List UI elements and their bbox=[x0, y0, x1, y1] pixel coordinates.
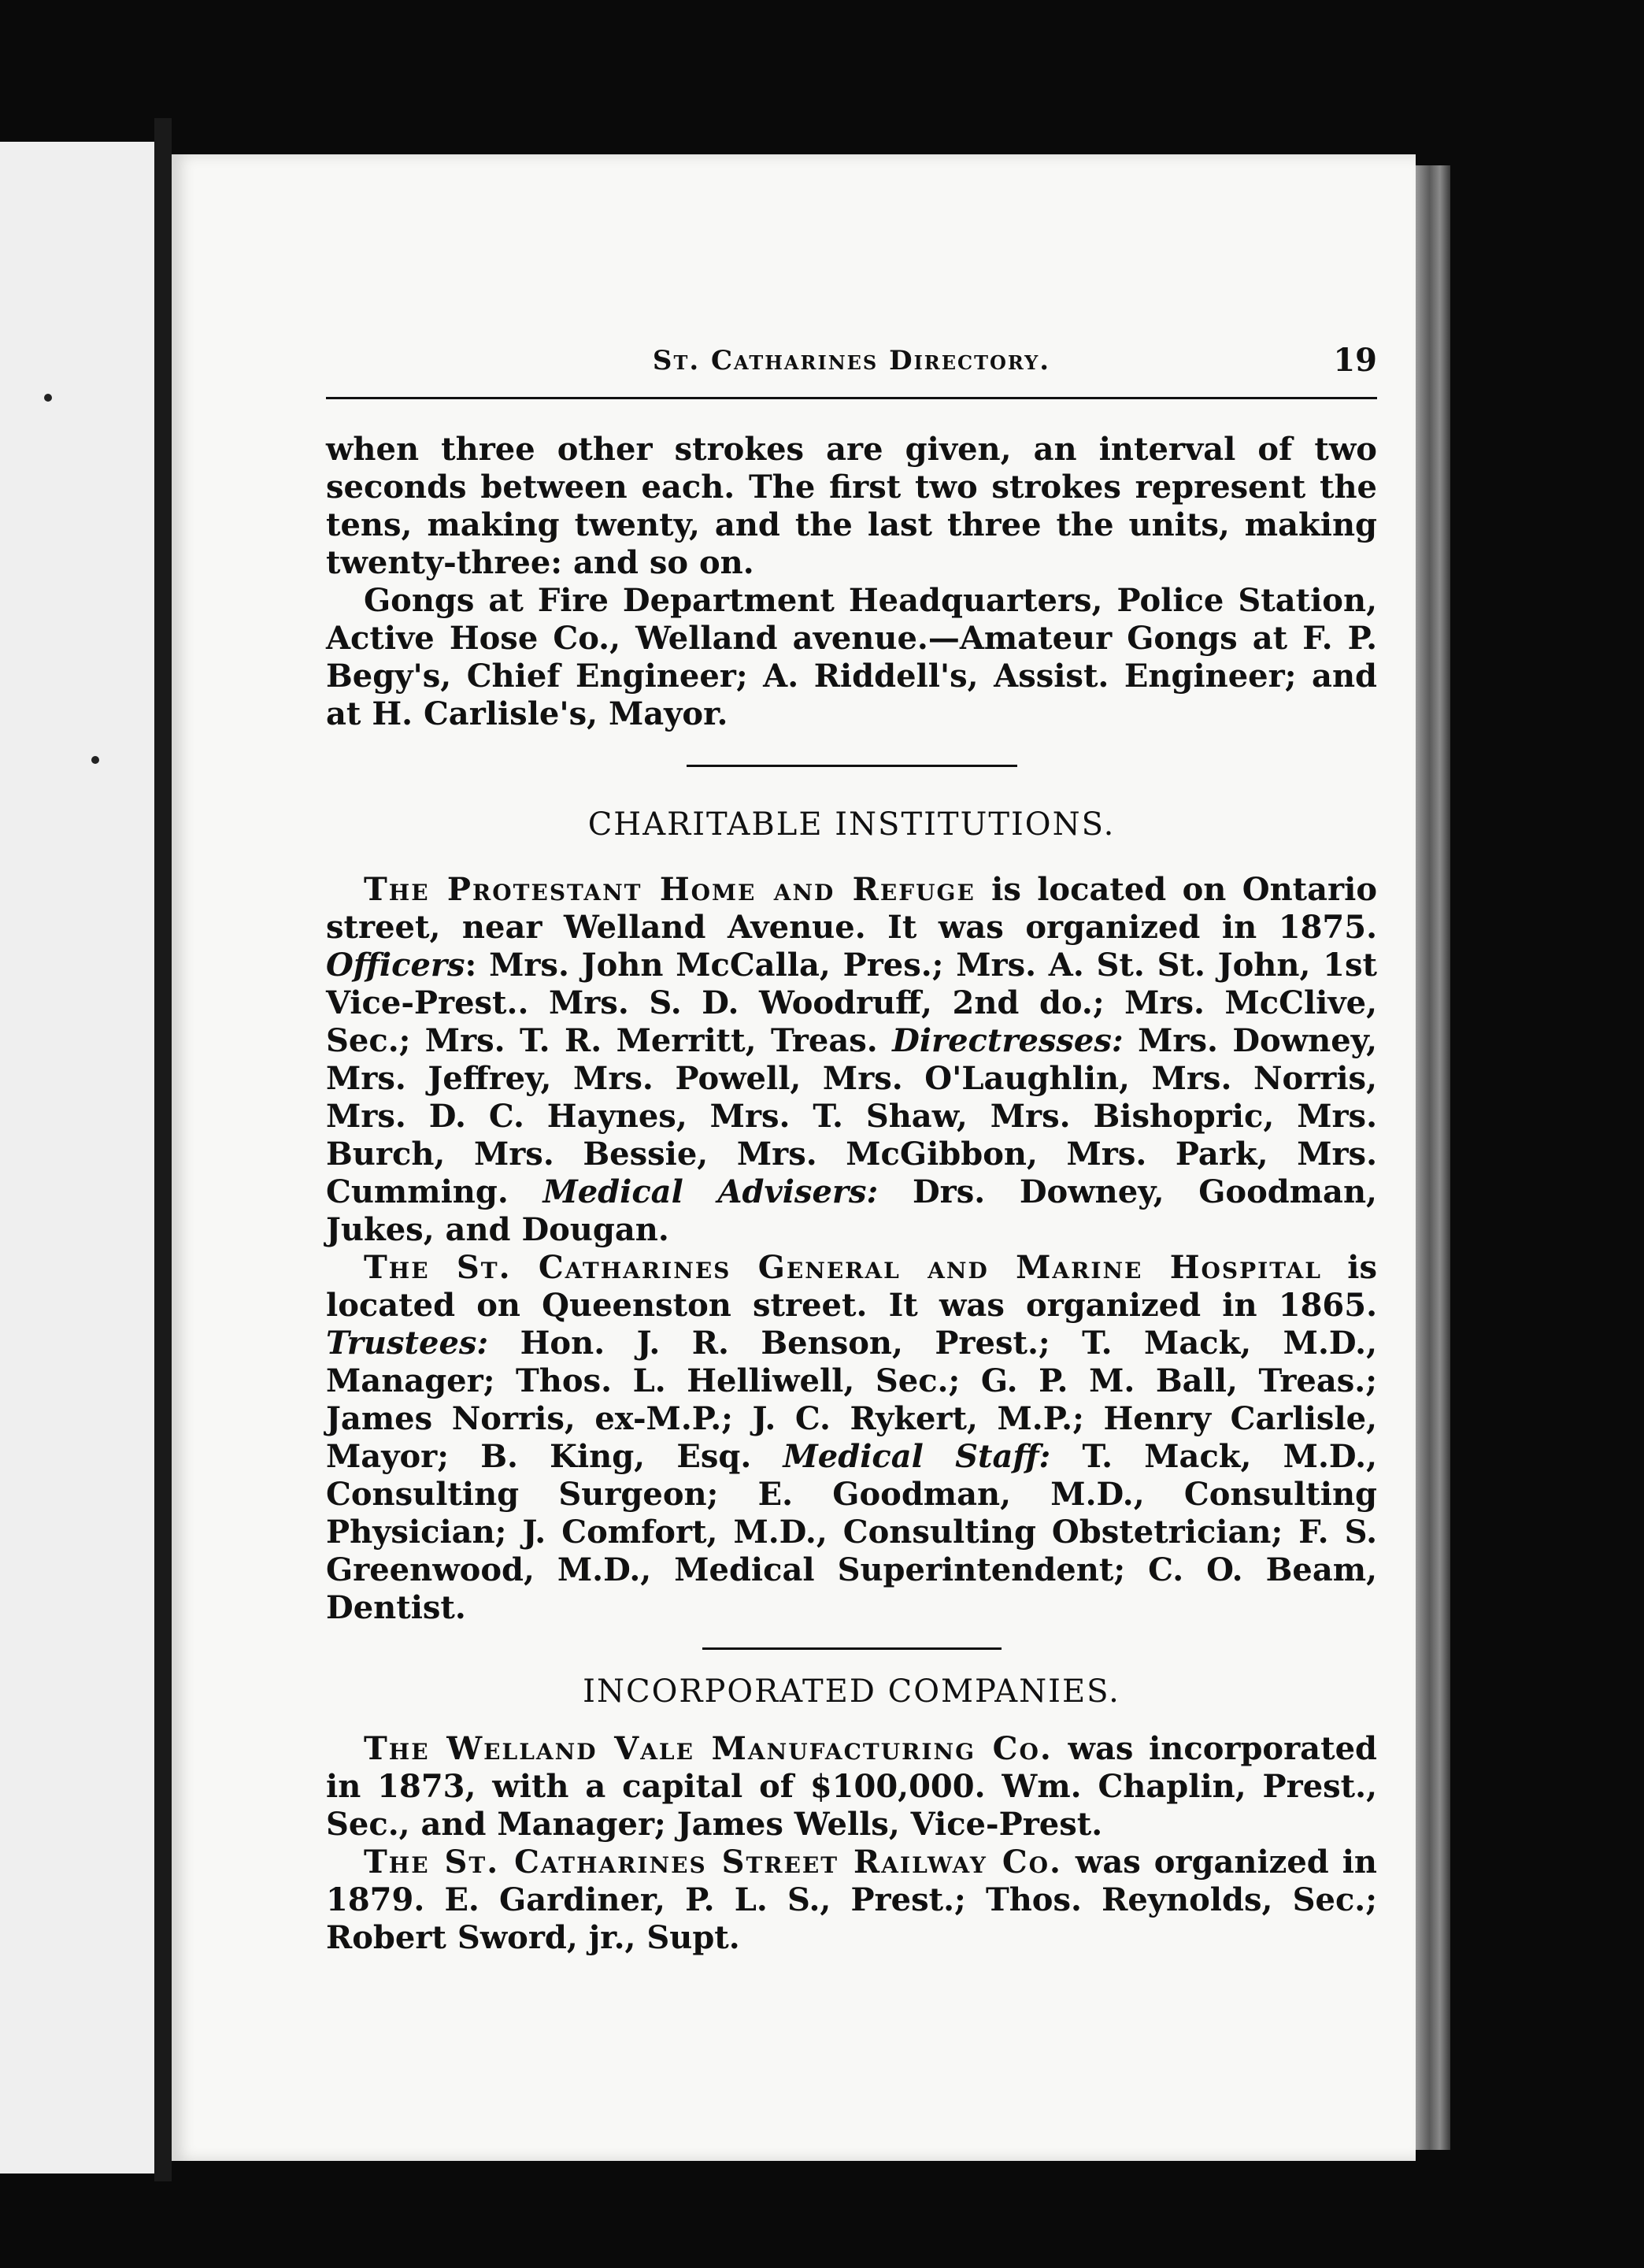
entry-welland-vale bbox=[326, 1730, 1377, 1844]
page-text bbox=[326, 342, 1377, 1957]
entry-text: was incorporated in 1873, with a capital of $100,000. Wm. Chaplin, Prest., Sec., and Manager; James Wells, Vice-Prest. bbox=[326, 1730, 1377, 1843]
entry-name: The Protestant Home and Refuge bbox=[364, 871, 976, 908]
gongs-paragraph: Gongs at Fire Department Headquarters, Police Station, Active Hose Co., Welland avenue.—Amateur Gongs at F. P. Begy's, Chief Engineer; A. Riddell's, Assist. Engineer; and at H. Carlisle's, Mayor. bbox=[326, 582, 1377, 732]
facing-page-edge bbox=[0, 142, 154, 2174]
advisers-list: Drs. Downey, Goodman, Jukes, and Dougan. bbox=[326, 1173, 1377, 1248]
directresses-label: Directresses: bbox=[892, 1022, 1124, 1059]
page-number: 19 bbox=[1333, 342, 1377, 379]
book-gutter bbox=[154, 118, 172, 2181]
entry-general-hospital bbox=[326, 1249, 1377, 1627]
entry-protestant-home bbox=[326, 871, 1377, 1249]
entry-name: The St. Catharines General and Marine Hospital bbox=[364, 1249, 1322, 1286]
page-title: St. Catharines Directory. bbox=[652, 345, 1051, 376]
section-divider bbox=[702, 1647, 1002, 1650]
ink-dot bbox=[91, 756, 99, 764]
running-head bbox=[326, 342, 1377, 397]
staff-list: T. Mack, M.D., Consulting Surgeon; E. Goodman, M.D., Consulting Physician; J. Comfort, M.D., Consulting Obstetrician; F. S. Greenwood, M.D., Medical Superintendent; C. O. Beam, Dentist. bbox=[326, 1438, 1377, 1626]
header-rule bbox=[326, 397, 1377, 399]
officers-label: Officers bbox=[326, 947, 465, 984]
trustees-list: Hon. J. R. Benson, Prest.; T. Mack, M.D., Manager; Thos. L. Helliwell, Sec.; G. P. M. Ball, Treas.; James Norris, ex-M.P.; J. C. Rykert, M.P.; Henry Carlisle, Mayor; B. King, Esq. bbox=[326, 1325, 1377, 1475]
staff-label: Medical Staff: bbox=[783, 1438, 1051, 1475]
entry-text: is located on Ontario street, near Welland Avenue. It was organized in 1875. bbox=[326, 871, 1377, 946]
section-heading-charitable: CHARITABLE INSTITUTIONS. bbox=[587, 806, 1116, 843]
entry-name: The Welland Vale Manufacturing Co. bbox=[364, 1730, 1053, 1767]
officers-list: : Mrs. John McCalla, Pres.; Mrs. A. St. St. John, 1st Vice-Prest.. Mrs. S. D. Woodruff, 2nd do.; Mrs. McClive, Sec.; Mrs. T. R. Merritt, Treas. bbox=[326, 947, 1377, 1059]
book-page bbox=[172, 154, 1416, 2161]
intro-paragraph: when three other strokes are given, an interval of two seconds between each. The first two strokes represent the tens, making twenty, and the last three the units, making twenty-three: and so on. bbox=[326, 431, 1377, 581]
entry-text: was organized in 1879. E. Gardiner, P. L. S., Prest.; Thos. Reynolds, Sec.; Robert Sword, jr., Supt. bbox=[326, 1844, 1377, 1956]
entry-text: is located on Queenston street. It was organized in 1865. bbox=[326, 1249, 1377, 1324]
trustees-label: Trustees: bbox=[326, 1325, 489, 1362]
entry-street-railway bbox=[326, 1844, 1377, 1957]
page-stack-edge bbox=[1416, 165, 1450, 2150]
section-heading-companies: INCORPORATED COMPANIES. bbox=[583, 1673, 1120, 1710]
ink-dot bbox=[44, 394, 52, 402]
advisers-label: Medical Advisers: bbox=[542, 1173, 879, 1210]
section-divider bbox=[687, 765, 1017, 767]
directresses-list: Mrs. Downey, Mrs. Jeffrey, Mrs. Powell, Mrs. O'Laughlin, Mrs. Norris, Mrs. D. C. Haynes, Mrs. T. Shaw, Mrs. Bishopric, Mrs. Burch, Mrs. Bessie, Mrs. McGibbon, Mrs. Park, Mrs. Cumming. bbox=[326, 1022, 1377, 1210]
entry-name: The St. Catharines Street Railway Co. bbox=[364, 1844, 1062, 1881]
